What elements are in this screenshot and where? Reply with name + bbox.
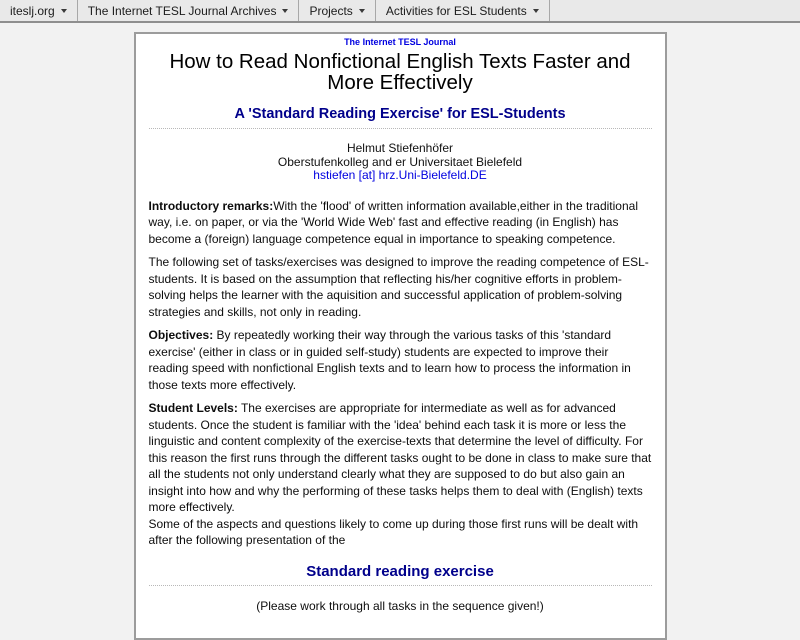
chevron-down-icon (533, 9, 539, 13)
author-email-link[interactable]: hstiefen [at] hrz.Uni-Bielefeld.DE (313, 168, 487, 182)
article-page (134, 32, 667, 640)
nav-item-projects[interactable] (299, 0, 375, 21)
nav-item-label: Projects (309, 3, 353, 18)
chevron-down-icon (282, 9, 288, 13)
nav-item-label: The Internet TESL Journal Archives (87, 3, 277, 18)
nav-item-journal-archives[interactable] (78, 0, 300, 21)
paragraph-introductory-remarks (149, 198, 652, 248)
journal-title-link[interactable]: The Internet TESL Journal (344, 37, 456, 47)
paragraph-text-continued: Some of the aspects and questions likely to come up during those first runs will be dealt with after the following presentation of the (148, 516, 639, 547)
paragraph-text: The exercises are appropriate for intermediate as well as for advanced students. Once the student is familiar with the 'idea' behind each task it is more or less the linguistic and content complexity of the exercise-texts that determine the level of difficulty. For this reason the first runs through the different tasks ought to be done in class to make sure that all the students not only understand clearly what they are supposed to do but also gain an insight into how and why the performing of these tasks helps them to deal with (English) texts more effectively. (148, 401, 652, 514)
paragraph-objectives (149, 327, 652, 393)
chevron-down-icon (61, 9, 67, 13)
paragraph-task-set (149, 254, 652, 320)
author-block (149, 142, 652, 183)
author-affiliation: Oberstufenkolleg and er Universitaet Bielefeld (277, 154, 523, 169)
paragraph-text: By repeatedly working their way through the various tasks of this 'standard exercise' (either in class or in guided self-study) students are expected to improve their reading speed with nonfictional English texts and to learn how to process the information in those texts more effectively. (148, 328, 631, 392)
author-name: Helmut Stiefenhöfer (346, 141, 454, 155)
nav-item-label: Activities for ESL Students (385, 3, 527, 18)
top-navbar (0, 0, 800, 23)
nav-item-esl-activities[interactable] (376, 0, 550, 21)
paragraph-text: With the 'flood' of written information available,either in the traditional way, i.e. on paper, or via the 'World Wide Web' fast and effective reading (in English) has become a (foreign) language competence equal in importance to speaking competence. (148, 198, 638, 246)
divider (149, 585, 652, 586)
chevron-down-icon (359, 9, 365, 13)
section-heading-standard-reading-exercise: Standard reading exercise (306, 562, 494, 580)
nav-item-iteslj-org[interactable] (0, 0, 78, 21)
paragraph-student-levels (149, 400, 652, 549)
article-title: How to Read Nonfictional English Texts Faster and More Effectively (169, 50, 631, 94)
paragraph-label: Objectives: (148, 328, 214, 342)
paragraph-label: Student Levels: (148, 401, 238, 415)
divider (149, 128, 652, 129)
article-subtitle: A 'Standard Reading Exercise' for ESL-Students (234, 106, 566, 122)
paragraph-label: Introductory remarks: (148, 198, 274, 213)
sequence-note: (Please work through all tasks in the sequence given!) (256, 598, 544, 613)
nav-item-label: iteslj.org (10, 3, 55, 18)
paragraph-text: The following set of tasks/exercises was designed to improve the reading competence of ESL-students. It is based on the assumption that reflecting his/her cognitive efforts in problem-solving helps the learner with the aquisition and successful application of problem-solving strategies and skills, not only in reading. (148, 255, 649, 319)
